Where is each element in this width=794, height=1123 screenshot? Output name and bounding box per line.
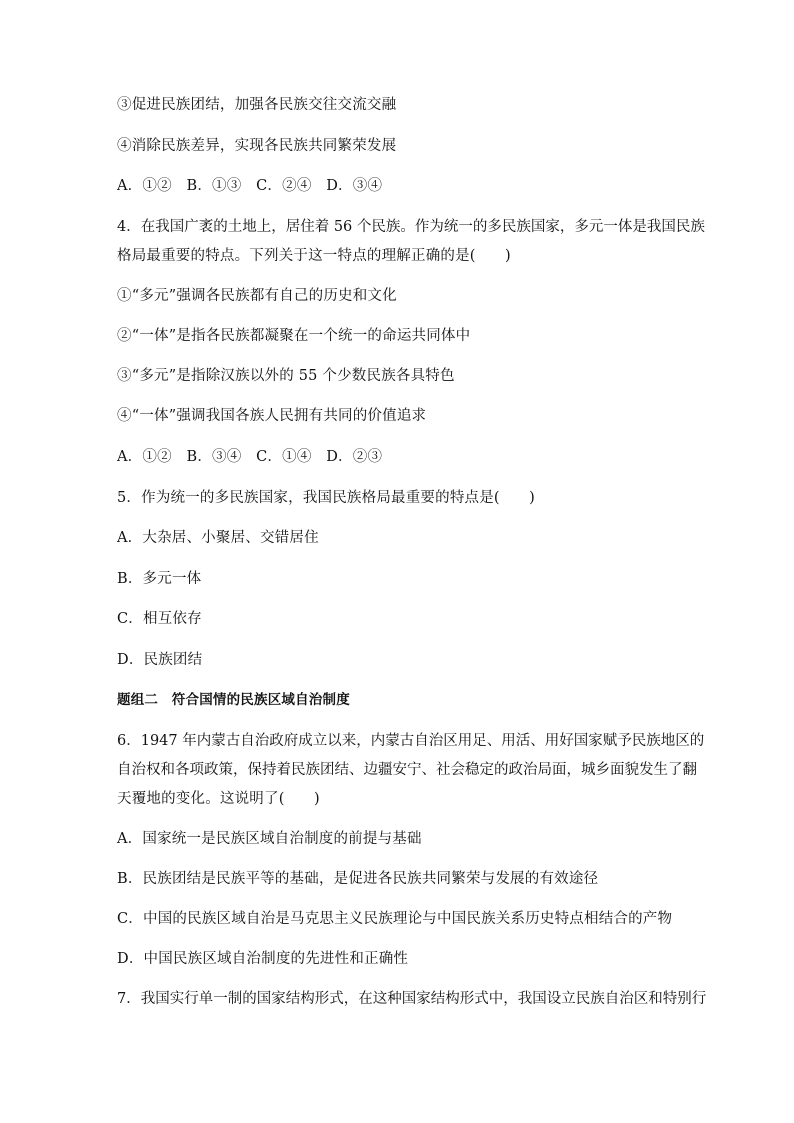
q6-stem-line-2: 自治权和各项政策，保持着民族团结、边疆安宁、社会稳定的政治局面，城乡面貌发生了翻: [117, 762, 697, 778]
q5-option-a: A．大杂居、小聚居、交错居住: [117, 530, 319, 546]
q6-option-a: A．国家统一是民族区域自治制度的前提与基础: [117, 831, 422, 847]
q4-option-2: ②“一体”是指各民族都凝聚在一个统一的命运共同体中: [117, 328, 471, 344]
q3-option-4: ④消除民族差异，实现各民族共同繁荣发展: [117, 138, 397, 154]
q6-stem-line-3: 天覆地的变化。这说明了( ): [117, 791, 320, 807]
q6-option-d: D．中国民族区域自治制度的先进性和正确性: [117, 951, 409, 967]
q5-option-d: D．民族团结: [117, 652, 203, 668]
section-heading: 题组二 符合国情的民族区域自治制度: [117, 692, 350, 708]
q5-option-b: B．多元一体: [117, 571, 202, 587]
q4-stem-line-2: 格局最重要的特点。下列关于这一特点的理解正确的是( ): [117, 248, 511, 264]
q7-stem-line-1: 7．我国实行单一制的国家结构形式，在这种国家结构形式中，我国设立民族自治区和特别行: [117, 991, 707, 1007]
q5-stem: 5．作为统一的多民族国家，我国民族格局最重要的特点是( ): [117, 490, 536, 506]
q5-option-c: C．相互依存: [117, 611, 202, 627]
q4-option-1: ①“多元”强调各民族都有自己的历史和文化: [117, 288, 397, 304]
q4-answer-choices: A．①② B．③④ C．①④ D．②③: [117, 449, 383, 465]
q4-stem-line-1: 4．在我国广袤的土地上，居住着 56 个民族。作为统一的多民族国家，多元一体是我国民族: [117, 219, 705, 235]
q6-option-c: C．中国的民族区域自治是马克思主义民族理论与中国民族关系历史特点相结合的产物: [117, 911, 673, 927]
q3-option-3: ③促进民族团结，加强各民族交往交流交融: [117, 97, 397, 113]
q6-option-b: B．民族团结是民族平等的基础，是促进各民族共同繁荣与发展的有效途径: [117, 871, 599, 887]
q4-option-3: ③“多元”是指除汉族以外的 55 个少数民族各具特色: [117, 368, 455, 384]
q6-stem-line-1: 6．1947 年内蒙古自治政府成立以来，内蒙古自治区用足、用活、用好国家赋予民族地区的: [117, 733, 705, 749]
q4-option-4: ④“一体”强调我国各族人民拥有共同的价值追求: [117, 408, 427, 424]
q3-answer-choices: A．①② B．①③ C．②④ D．③④: [117, 178, 383, 194]
